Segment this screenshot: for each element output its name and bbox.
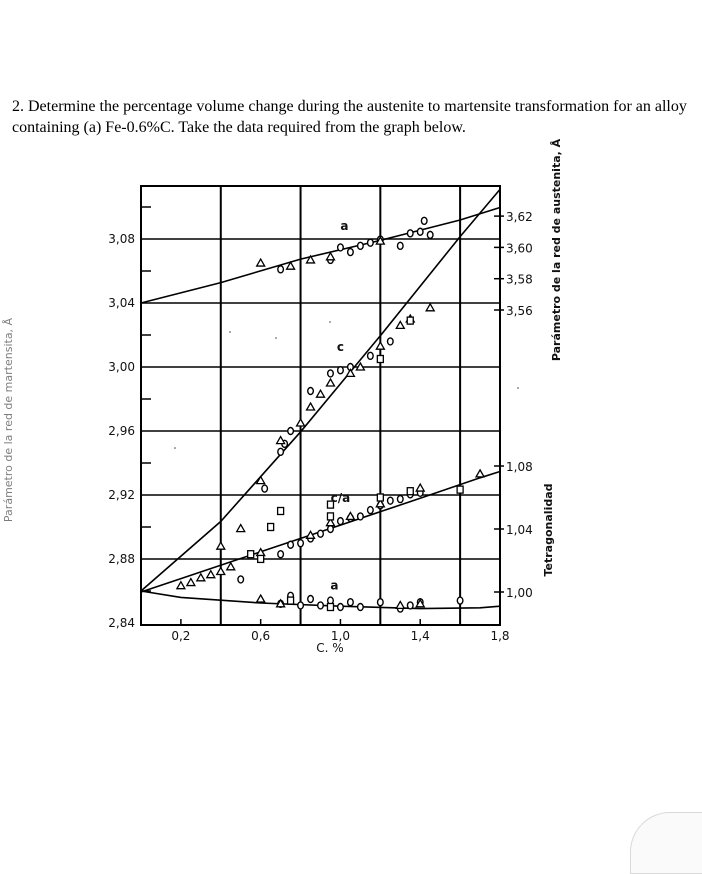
square-marker	[268, 524, 274, 531]
triangle-marker	[426, 304, 434, 311]
circle-marker	[358, 513, 364, 520]
triangle-marker	[217, 568, 225, 575]
triangle-marker	[197, 574, 205, 581]
circle-marker	[238, 576, 244, 583]
series-label: c	[336, 340, 345, 354]
circle-marker	[298, 540, 304, 547]
right-top-axis-label: Parámetro de la red de austenita, Å	[550, 138, 563, 362]
triangle-marker	[376, 342, 384, 349]
series-label: a	[340, 219, 349, 234]
triangle-marker	[317, 390, 325, 397]
triangle-marker	[326, 253, 334, 260]
circle-marker	[368, 507, 374, 514]
x-tick-label: 1,4	[410, 629, 430, 643]
circle-marker	[278, 551, 284, 558]
circle-marker	[421, 217, 427, 224]
right-top-tick-label: 3,56	[506, 304, 533, 318]
circle-marker	[338, 518, 344, 525]
circle-marker	[368, 352, 374, 359]
left-tick-label: 2,92	[108, 488, 135, 502]
scan-speck	[517, 387, 519, 389]
circle-marker	[397, 242, 403, 249]
square-marker	[278, 508, 284, 515]
right-bottom-tick-label: 1,08	[506, 460, 533, 474]
circle-marker	[308, 596, 314, 603]
x-tick-label: 1,8	[490, 629, 510, 643]
series-label: a	[330, 578, 339, 593]
right-top-tick-label: 3,62	[506, 210, 533, 225]
scan-speck	[329, 321, 331, 323]
square-marker	[248, 551, 254, 558]
square-marker	[258, 555, 264, 562]
circle-marker	[278, 448, 284, 455]
square-marker	[288, 597, 294, 604]
circle-marker	[288, 428, 294, 435]
circle-marker	[262, 485, 268, 492]
circle-marker	[278, 266, 284, 273]
circle-marker	[427, 231, 433, 238]
x-tick-label: 0,6	[251, 629, 271, 643]
triangle-marker	[396, 601, 404, 608]
circle-marker	[417, 228, 423, 235]
triangle-marker	[297, 419, 305, 426]
left-axis-label: Parámetro de la red de martensita, Å	[2, 317, 15, 523]
triangle-marker	[346, 369, 354, 376]
square-marker	[327, 513, 333, 520]
left-tick-label: 3,08	[108, 232, 135, 246]
circle-marker	[457, 597, 463, 604]
circle-marker	[358, 242, 364, 249]
triangle-marker	[237, 525, 245, 532]
series-label: c/a	[330, 491, 351, 506]
x-tick-label: 0,2	[171, 629, 191, 643]
circle-marker	[328, 370, 334, 377]
square-marker	[377, 494, 383, 501]
circle-marker	[348, 249, 354, 256]
triangle-marker	[307, 403, 315, 410]
circle-marker	[397, 496, 403, 503]
circle-marker	[338, 604, 344, 611]
circle-marker	[378, 599, 384, 606]
circle-marker	[348, 599, 354, 606]
square-marker	[457, 486, 463, 493]
square-marker	[327, 604, 333, 611]
triangle-marker	[187, 579, 195, 586]
square-marker	[407, 488, 413, 495]
right-bottom-tick-label: 1,00	[506, 586, 533, 600]
circle-marker	[288, 541, 294, 548]
scan-speck	[174, 447, 176, 449]
left-tick-label: 3,04	[108, 296, 135, 310]
right-top-tick-label: 3,58	[506, 272, 533, 287]
left-tick-label: 2,96	[108, 424, 135, 438]
circle-marker	[407, 602, 413, 609]
triangle-marker	[177, 582, 185, 589]
circle-marker	[358, 604, 364, 611]
square-marker	[407, 317, 413, 324]
left-tick-label: 2,88	[108, 552, 135, 566]
triangle-marker	[257, 259, 265, 266]
scan-speck	[275, 337, 277, 339]
triangle-marker	[227, 563, 235, 570]
circle-marker	[338, 367, 344, 374]
scan-speck	[229, 331, 231, 333]
triangle-marker	[476, 470, 484, 477]
triangle-marker	[396, 321, 404, 328]
left-tick-label: 2,84	[108, 616, 135, 630]
circle-marker	[338, 244, 344, 251]
circle-marker	[407, 230, 413, 237]
left-tick-label: 3,00	[108, 360, 135, 374]
circle-marker	[388, 497, 394, 504]
x-axis-label: C. %	[316, 641, 344, 655]
x-tick-label: 1,0	[330, 629, 350, 643]
triangle-marker	[326, 379, 334, 386]
triangle-marker	[257, 595, 265, 602]
triangle-marker	[416, 484, 424, 491]
circle-marker	[318, 530, 324, 537]
circle-marker	[388, 338, 394, 345]
triangle-marker	[217, 542, 225, 549]
circle-marker	[318, 602, 324, 609]
square-marker	[377, 356, 383, 363]
series-line	[141, 208, 500, 304]
circle-marker	[328, 526, 334, 533]
circle-marker	[368, 239, 374, 246]
right-top-tick-label: 3,60	[506, 241, 533, 256]
question-text: 2. Determine the percentage volume change during the austenite to martensite transformation for an alloy containing (a) Fe-0.6%C. Take the data required from the graph below.	[12, 98, 687, 136]
right-bottom-axis-label: Tetragonalidad	[542, 483, 555, 577]
right-bottom-tick-label: 1,04	[506, 523, 533, 537]
circle-marker	[298, 602, 304, 609]
circle-marker	[308, 388, 314, 395]
triangle-marker	[207, 571, 215, 578]
